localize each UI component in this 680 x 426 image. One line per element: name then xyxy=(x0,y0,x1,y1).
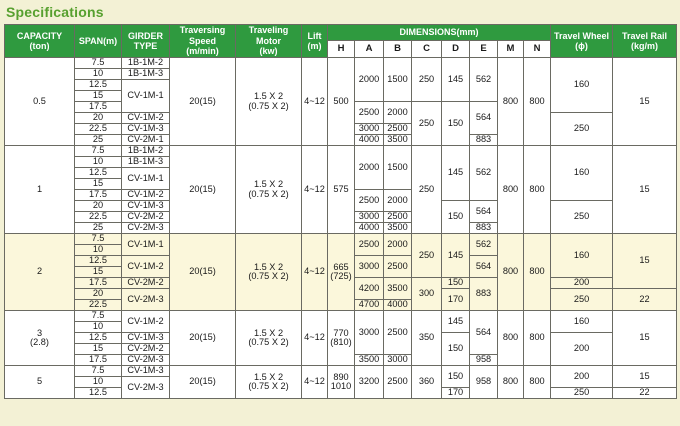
dim-m-cell: 800 xyxy=(498,311,524,366)
dim-a-cell: 2500 xyxy=(355,102,384,124)
header-traversing-speed: Traversing Speed (m/min) xyxy=(170,25,236,58)
table-row xyxy=(5,234,677,245)
capacity-cell: 0.5 xyxy=(5,58,75,146)
dim-c-cell: 360 xyxy=(412,366,442,399)
dim-a-cell: 2000 xyxy=(355,58,384,102)
table-row xyxy=(5,311,677,322)
dim-a-cell: 3200 xyxy=(355,366,384,399)
header-lift: Lift (m) xyxy=(302,25,328,58)
dim-b-cell: 3500 xyxy=(384,278,412,300)
wheel-cell: 160 xyxy=(551,58,613,113)
header-capacity: CAPACITY (ton) xyxy=(5,25,75,58)
dim-e-cell: 564 xyxy=(470,102,498,135)
span-cell: 22.5 xyxy=(75,212,122,223)
header-traveling-motor: Traveling Motor (kw) xyxy=(236,25,302,58)
dim-d-cell: 145 xyxy=(442,58,470,102)
lift-cell: 4~12 xyxy=(302,234,328,311)
dim-d-cell: 150 xyxy=(442,366,470,388)
table-row xyxy=(5,366,677,377)
dim-e-cell: 562 xyxy=(470,58,498,102)
wheel-cell: 250 xyxy=(551,201,613,234)
motor-cell: 1.5 X 2 (0.75 X 2) xyxy=(236,234,302,311)
dim-b-cell: 2500 xyxy=(384,256,412,278)
dim-n-cell: 800 xyxy=(524,234,551,311)
dim-b-cell: 2500 xyxy=(384,366,412,399)
span-cell: 10 xyxy=(75,245,122,256)
dim-d-cell: 145 xyxy=(442,234,470,278)
dim-a-cell: 3000 xyxy=(355,124,384,135)
span-cell: 7.5 xyxy=(75,58,122,69)
rail-cell: 15 xyxy=(613,146,677,234)
dim-b-cell: 1500 xyxy=(384,58,412,102)
dim-c-cell: 350 xyxy=(412,311,442,366)
girder-cell: CV-1M-2 xyxy=(122,190,170,201)
dim-m-cell: 800 xyxy=(498,58,524,146)
dim-b-cell: 2000 xyxy=(384,102,412,124)
wheel-cell: 250 xyxy=(551,113,613,146)
dim-m-cell: 800 xyxy=(498,366,524,399)
girder-cell: 1B-1M-3 xyxy=(122,69,170,80)
span-cell: 12.5 xyxy=(75,168,122,179)
girder-cell: CV-1M-3 xyxy=(122,333,170,344)
dim-a-cell: 4200 xyxy=(355,278,384,300)
header-dim-d: D xyxy=(442,41,470,58)
dim-d-cell: 150 xyxy=(442,333,470,366)
dim-c-cell: 300 xyxy=(412,278,442,311)
girder-cell: CV-1M-1 xyxy=(122,234,170,256)
dim-h-cell: 770 (810) xyxy=(328,311,355,366)
speed-cell: 20(15) xyxy=(170,58,236,146)
span-cell: 7.5 xyxy=(75,146,122,157)
dim-d-cell: 145 xyxy=(442,311,470,333)
header-dimensions: DIMENSIONS(mm) xyxy=(328,25,551,41)
dim-d-cell: 150 xyxy=(442,102,470,146)
dim-c-cell: 250 xyxy=(412,146,442,234)
wheel-cell: 200 xyxy=(551,278,613,289)
dim-d-cell: 145 xyxy=(442,146,470,201)
girder-cell: 1B-1M-2 xyxy=(122,146,170,157)
dim-b-cell: 2500 xyxy=(384,311,412,355)
wheel-cell: 160 xyxy=(551,234,613,278)
dim-b-cell: 3000 xyxy=(384,355,412,366)
motor-cell: 1.5 X 2 (0.75 X 2) xyxy=(236,366,302,399)
span-cell: 17.5 xyxy=(75,190,122,201)
header-dim-h: H xyxy=(328,41,355,58)
span-cell: 10 xyxy=(75,377,122,388)
dim-a-cell: 3000 xyxy=(355,311,384,355)
page-title: Specifications xyxy=(6,4,104,20)
header-girder: GIRDER TYPE xyxy=(122,25,170,58)
dim-e-cell: 564 xyxy=(470,201,498,223)
dim-e-cell: 958 xyxy=(470,366,498,399)
specifications-table xyxy=(4,24,677,399)
span-cell: 15 xyxy=(75,344,122,355)
motor-cell: 1.5 X 2 (0.75 X 2) xyxy=(236,146,302,234)
header-dim-c: C xyxy=(412,41,442,58)
dim-a-cell: 2500 xyxy=(355,190,384,212)
dim-n-cell: 800 xyxy=(524,58,551,146)
span-cell: 10 xyxy=(75,69,122,80)
girder-cell: CV-1M-1 xyxy=(122,80,170,113)
capacity-cell: 5 xyxy=(5,366,75,399)
rail-cell: 15 xyxy=(613,234,677,289)
girder-cell: CV-1M-1 xyxy=(122,168,170,190)
wheel-cell: 160 xyxy=(551,146,613,201)
span-cell: 20 xyxy=(75,289,122,300)
rail-cell: 22 xyxy=(613,388,677,399)
dim-d-cell: 150 xyxy=(442,278,470,289)
dim-b-cell: 2500 xyxy=(384,212,412,223)
capacity-cell: 1 xyxy=(5,146,75,234)
dim-e-cell: 883 xyxy=(470,135,498,146)
dim-b-cell: 2000 xyxy=(384,234,412,256)
capacity-cell: 2 xyxy=(5,234,75,311)
dim-h-cell: 500 xyxy=(328,58,355,146)
dim-a-cell: 2000 xyxy=(355,146,384,190)
girder-cell: CV-2M-3 xyxy=(122,289,170,311)
dim-a-cell: 4700 xyxy=(355,300,384,311)
span-cell: 7.5 xyxy=(75,366,122,377)
motor-cell: 1.5 X 2 (0.75 X 2) xyxy=(236,58,302,146)
girder-cell: CV-1M-2 xyxy=(122,113,170,124)
span-cell: 10 xyxy=(75,157,122,168)
dim-n-cell: 800 xyxy=(524,146,551,234)
header-dim-a: A xyxy=(355,41,384,58)
dim-e-cell: 883 xyxy=(470,278,498,311)
dim-e-cell: 562 xyxy=(470,146,498,201)
dim-d-cell: 170 xyxy=(442,289,470,311)
header-dim-m: M xyxy=(498,41,524,58)
dim-n-cell: 800 xyxy=(524,311,551,366)
dim-d-cell: 170 xyxy=(442,388,470,399)
girder-cell: CV-2M-2 xyxy=(122,212,170,223)
speed-cell: 20(15) xyxy=(170,366,236,399)
span-cell: 22.5 xyxy=(75,300,122,311)
dim-b-cell: 4000 xyxy=(384,300,412,311)
dim-b-cell: 2500 xyxy=(384,124,412,135)
motor-cell: 1.5 X 2 (0.75 X 2) xyxy=(236,311,302,366)
dim-m-cell: 800 xyxy=(498,234,524,311)
girder-cell: CV-2M-2 xyxy=(122,278,170,289)
dim-c-cell: 250 xyxy=(412,58,442,102)
dim-h-cell: 890 1010 xyxy=(328,366,355,399)
span-cell: 20 xyxy=(75,201,122,212)
lift-cell: 4~12 xyxy=(302,366,328,399)
dim-h-cell: 575 xyxy=(328,146,355,234)
span-cell: 25 xyxy=(75,135,122,146)
dim-e-cell: 562 xyxy=(470,234,498,256)
header-travel-rail: Travel Rail (kg/m) xyxy=(613,25,677,58)
girder-cell: CV-1M-3 xyxy=(122,124,170,135)
dim-e-cell: 564 xyxy=(470,311,498,355)
girder-cell: CV-2M-3 xyxy=(122,223,170,234)
dim-b-cell: 3500 xyxy=(384,135,412,146)
wheel-cell: 250 xyxy=(551,388,613,399)
lift-cell: 4~12 xyxy=(302,58,328,146)
dim-a-cell: 2500 xyxy=(355,234,384,256)
rail-cell: 15 xyxy=(613,58,677,146)
dim-d-cell: 150 xyxy=(442,201,470,234)
dim-a-cell: 3000 xyxy=(355,212,384,223)
dim-a-cell: 3500 xyxy=(355,355,384,366)
header-travel-wheel: Travel Wheel (ϕ) xyxy=(551,25,613,58)
dim-m-cell: 800 xyxy=(498,146,524,234)
girder-cell: 1B-1M-3 xyxy=(122,157,170,168)
span-cell: 17.5 xyxy=(75,102,122,113)
header-dim-e: E xyxy=(470,41,498,58)
girder-cell: CV-1M-2 xyxy=(122,311,170,333)
dim-a-cell: 3000 xyxy=(355,256,384,278)
rail-cell: 22 xyxy=(613,289,677,311)
span-cell: 12.5 xyxy=(75,80,122,91)
dim-e-cell: 958 xyxy=(470,355,498,366)
table-row xyxy=(5,146,677,157)
capacity-cell: 3 (2.8) xyxy=(5,311,75,366)
girder-cell: CV-1M-3 xyxy=(122,366,170,377)
dim-b-cell: 2000 xyxy=(384,190,412,212)
lift-cell: 4~12 xyxy=(302,146,328,234)
rail-cell: 15 xyxy=(613,311,677,366)
rail-cell: 15 xyxy=(613,366,677,388)
dim-b-cell: 3500 xyxy=(384,223,412,234)
dim-c-cell: 250 xyxy=(412,102,442,146)
girder-cell: 1B-1M-2 xyxy=(122,58,170,69)
span-cell: 12.5 xyxy=(75,333,122,344)
speed-cell: 20(15) xyxy=(170,234,236,311)
dim-e-cell: 564 xyxy=(470,256,498,278)
dim-e-cell: 883 xyxy=(470,223,498,234)
wheel-cell: 200 xyxy=(551,333,613,366)
lift-cell: 4~12 xyxy=(302,311,328,366)
span-cell: 15 xyxy=(75,91,122,102)
span-cell: 7.5 xyxy=(75,234,122,245)
girder-cell: CV-2M-2 xyxy=(122,344,170,355)
table-row xyxy=(5,58,677,69)
span-cell: 10 xyxy=(75,322,122,333)
girder-cell: CV-2M-3 xyxy=(122,355,170,366)
span-cell: 15 xyxy=(75,267,122,278)
wheel-cell: 200 xyxy=(551,366,613,388)
girder-cell: CV-1M-3 xyxy=(122,201,170,212)
span-cell: 17.5 xyxy=(75,355,122,366)
girder-cell: CV-2M-3 xyxy=(122,377,170,399)
header-dim-b: B xyxy=(384,41,412,58)
dim-c-cell: 250 xyxy=(412,234,442,278)
span-cell: 15 xyxy=(75,179,122,190)
speed-cell: 20(15) xyxy=(170,311,236,366)
dim-a-cell: 4000 xyxy=(355,223,384,234)
girder-cell: CV-1M-2 xyxy=(122,256,170,278)
span-cell: 7.5 xyxy=(75,311,122,322)
span-cell: 22.5 xyxy=(75,124,122,135)
wheel-cell: 250 xyxy=(551,289,613,311)
speed-cell: 20(15) xyxy=(170,146,236,234)
span-cell: 12.5 xyxy=(75,256,122,267)
span-cell: 25 xyxy=(75,223,122,234)
dim-b-cell: 1500 xyxy=(384,146,412,190)
header-span: SPAN(m) xyxy=(75,25,122,58)
span-cell: 20 xyxy=(75,113,122,124)
girder-cell: CV-2M-1 xyxy=(122,135,170,146)
dim-h-cell: 665 (725) xyxy=(328,234,355,311)
header-dim-n: N xyxy=(524,41,551,58)
span-cell: 12.5 xyxy=(75,388,122,399)
dim-n-cell: 800 xyxy=(524,366,551,399)
dim-a-cell: 4000 xyxy=(355,135,384,146)
span-cell: 17.5 xyxy=(75,278,122,289)
wheel-cell: 160 xyxy=(551,311,613,333)
